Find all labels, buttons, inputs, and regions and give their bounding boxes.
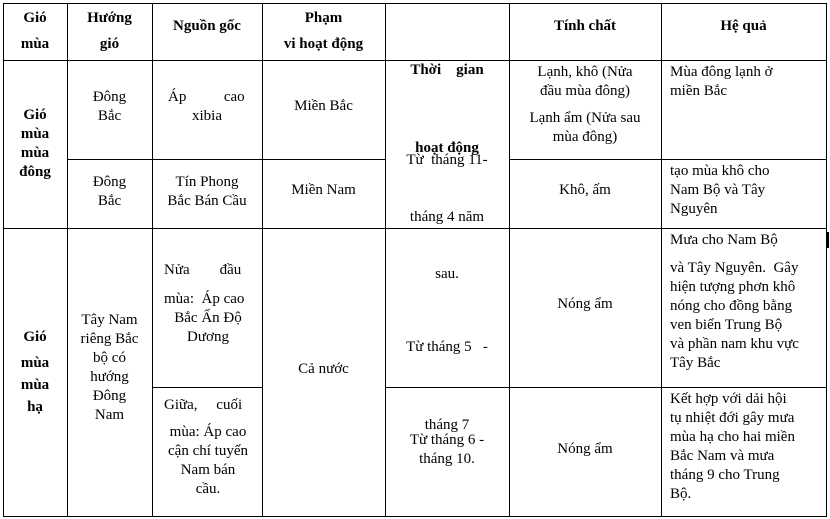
- cell-line: Đông: [92, 89, 127, 105]
- col-line-3: [262, 3, 263, 517]
- winter-r1-direction: [67, 88, 152, 126]
- cell-line: tụ nhiệt đới gây mưa: [670, 410, 795, 426]
- cell-line: riêng Bắc: [80, 331, 139, 347]
- header-direction: [67, 5, 152, 57]
- cell-line: Nóng ẩm: [557, 441, 613, 457]
- cell-line: Bắc: [97, 108, 122, 124]
- cell-line: Cả nước: [298, 361, 349, 377]
- cell-line: đầu mùa đông): [540, 83, 630, 99]
- text-cursor: [827, 232, 829, 248]
- summer-row-divider-origin: [152, 387, 262, 388]
- cell-line: Bắc: [97, 193, 122, 209]
- header-scope: [262, 5, 385, 57]
- header-text: Phạm: [304, 10, 343, 26]
- winter-r2-scope: [262, 181, 385, 200]
- cell-line: Mưa cho Nam Bộ: [670, 232, 778, 248]
- winter-r2-direction: [67, 173, 152, 211]
- cell-line: Đông: [92, 174, 127, 190]
- cell-line: cầu.: [195, 481, 221, 497]
- winter-r2-consequence: [670, 162, 822, 219]
- header-text: Thời gian: [410, 62, 484, 78]
- cell-line: hướng: [90, 369, 129, 385]
- label-line: mùa: [20, 355, 50, 371]
- header-text: vi hoạt động: [283, 36, 364, 52]
- header-text: gió: [99, 36, 120, 52]
- header-text: Tính chất: [553, 18, 617, 34]
- header-monsoon: [3, 5, 67, 57]
- cell-line: Bộ.: [670, 486, 692, 502]
- cell-line: tháng 4 năm: [409, 209, 485, 225]
- cell-line: Nam bán: [180, 462, 236, 478]
- header-consequence: [661, 17, 826, 36]
- cell-line: bộ có: [93, 350, 126, 366]
- cell-line: Từ tháng 6 -: [409, 432, 485, 448]
- label-line: đông: [19, 164, 51, 180]
- cell-line: cận chí tuyến: [168, 443, 248, 459]
- col-line-0: [3, 3, 4, 517]
- cell-line: Miền Bắc: [294, 98, 353, 114]
- cell-line: mùa hạ cho hai miền: [670, 429, 795, 445]
- winter-r1-origin: [168, 88, 246, 126]
- winter-r2-nature: [509, 181, 661, 200]
- col-line-7: [826, 3, 827, 517]
- table-border-top: [3, 3, 827, 4]
- cell-line: tháng 10.: [419, 451, 475, 467]
- cell-line: Nam Bộ và Tây: [670, 182, 766, 198]
- summer-r1-nature: [509, 295, 661, 314]
- winter-r1-scope: [262, 97, 385, 116]
- label-line: mùa: [20, 145, 50, 161]
- summer-r2-time: [385, 431, 509, 469]
- cell-line: Nóng ẩm: [557, 296, 613, 312]
- cell-line: mùa đông): [552, 129, 618, 145]
- label-line: Gió: [23, 329, 47, 345]
- header-text: Hướng: [87, 10, 132, 26]
- cell-line: tạo mùa khô cho: [670, 163, 770, 179]
- cell-line: xibia: [192, 108, 222, 124]
- cell-line: mùa: Áp cao: [164, 291, 245, 307]
- cell-line: Đông: [92, 388, 127, 404]
- cell-line: Nam: [94, 407, 125, 423]
- col-line-1: [67, 3, 68, 517]
- winter-time: [385, 113, 509, 303]
- col-line-6: [661, 3, 662, 517]
- cell-line: Khô, ấm: [559, 182, 611, 198]
- cell-line: Giữa, cuối: [164, 397, 243, 413]
- cell-line: nóng cho đồng bằng: [670, 298, 793, 314]
- header-text: Hệ quả: [720, 18, 767, 34]
- header-text: mùa: [20, 36, 50, 52]
- cell-line: tháng 7: [424, 417, 470, 433]
- cell-line: Bắc Bán Cầu: [167, 193, 247, 209]
- label-line: mùa: [20, 377, 50, 393]
- winter-row-divider-right: [509, 159, 827, 160]
- summer-scope: [262, 360, 385, 379]
- summer-r1-consequence: [670, 231, 825, 373]
- cell-line: miền Bắc: [670, 83, 728, 99]
- cell-line: và Tây Nguyên. Gây: [670, 260, 799, 276]
- cell-line: Nguyên: [670, 201, 718, 217]
- cell-line: Nửa đầu: [164, 262, 242, 278]
- summer-r1-origin: [164, 261, 252, 347]
- header-text: Gió: [23, 10, 47, 26]
- cell-line: Miền Nam: [291, 182, 356, 198]
- summer-direction: [67, 311, 152, 425]
- cell-line: và phần nam khu vực: [670, 336, 799, 352]
- cell-line: Bắc Nam và mưa: [670, 448, 775, 464]
- col-line-2: [152, 3, 153, 517]
- cell-line: Từ tháng 11-: [406, 152, 488, 168]
- cell-line: Kết hợp với dải hội: [670, 391, 787, 407]
- cell-line: mùa: Áp cao: [169, 424, 247, 440]
- summer-label: [3, 326, 67, 418]
- cell-line: Tây Bắc: [670, 355, 721, 371]
- header-text: Nguồn gốc: [173, 18, 241, 34]
- cell-line: hiện tượng phơn khô: [670, 279, 796, 295]
- summer-r2-origin: [164, 396, 252, 499]
- header-origin: [152, 17, 262, 36]
- label-line: mùa: [20, 126, 50, 142]
- cell-line: ven biển Trung Bộ: [670, 317, 783, 333]
- winter-r2-origin: [152, 173, 262, 211]
- cell-line: Bắc Ấn Độ: [174, 310, 242, 326]
- cell-line: Từ tháng 5 -: [406, 339, 488, 355]
- cell-line: Tín Phong: [175, 174, 239, 190]
- winter-row-divider: [67, 159, 385, 160]
- cell-line: Lạnh, khô (Nửa: [537, 64, 633, 80]
- label-line: Gió: [23, 107, 47, 123]
- summer-r2-consequence: [670, 390, 825, 504]
- header-nature: [509, 17, 661, 36]
- winter-r1-nature: [509, 63, 661, 147]
- cell-line: sau.: [435, 266, 459, 282]
- summer-r2-nature: [509, 440, 661, 459]
- table-border-bottom: [3, 516, 827, 517]
- cell-line: Áp cao: [168, 89, 245, 105]
- header-text: hoạt động: [415, 140, 479, 156]
- cell-line: Lạnh ẩm (Nửa sau: [529, 110, 641, 126]
- cell-line: Dương: [187, 329, 229, 345]
- cell-line: Tây Nam: [81, 312, 138, 328]
- cell-line: tháng 9 cho Trung: [670, 467, 780, 483]
- label-line: hạ: [27, 399, 43, 415]
- winter-label: [3, 106, 67, 182]
- cell-line: Mùa đông lạnh ở: [670, 64, 773, 80]
- winter-r1-consequence: [670, 63, 822, 101]
